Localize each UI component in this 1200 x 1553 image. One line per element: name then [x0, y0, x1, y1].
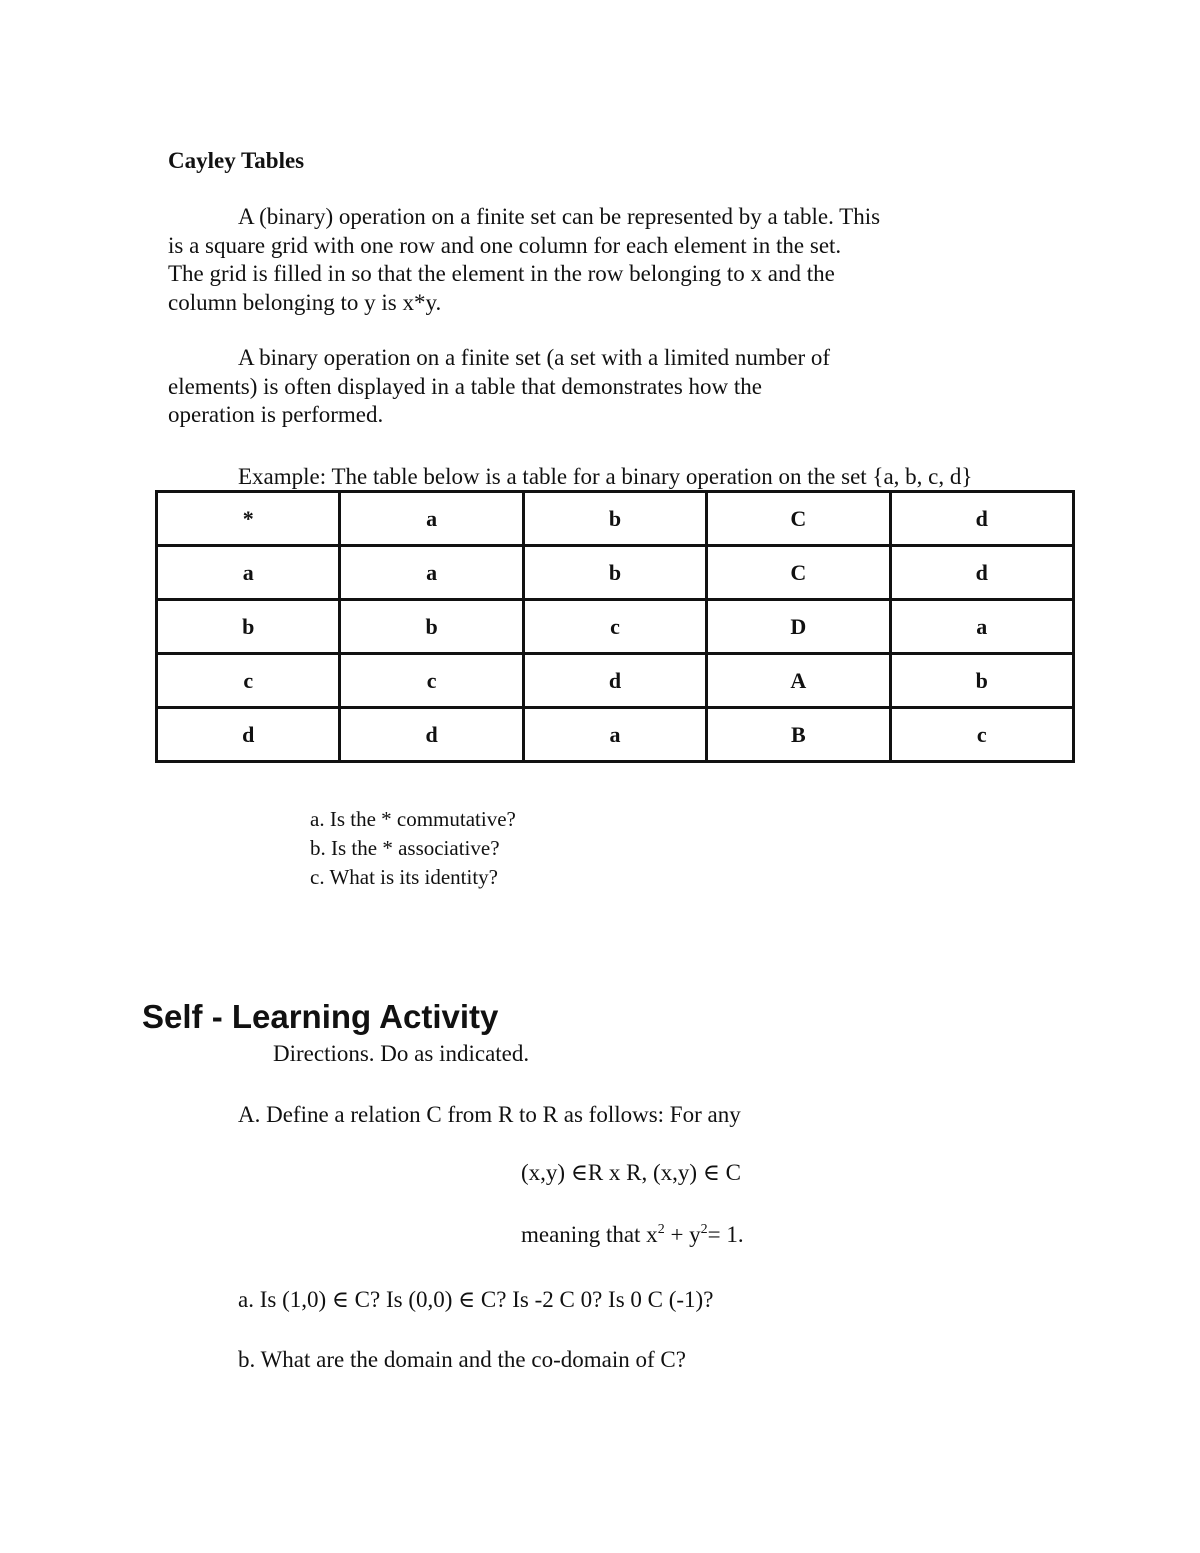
table-cell: b: [523, 546, 706, 600]
table-cell: a: [523, 708, 706, 762]
paragraph-line: The grid is filled in so that the element in the row belonging to x and the: [168, 261, 835, 286]
example-caption: Example: The table below is a table for a binary operation on the set {a, b, c, d}: [238, 464, 973, 489]
table-cell: b: [340, 600, 523, 654]
table-cell: C: [707, 492, 890, 546]
table-row: [157, 600, 1074, 654]
table-cell: d: [340, 708, 523, 762]
table-cell: a: [157, 546, 340, 600]
table-cell: a: [340, 546, 523, 600]
table-cell: b: [157, 600, 340, 654]
paragraph-line: is a square grid with one row and one column for each element in the set.: [168, 232, 842, 258]
table-cell: d: [157, 708, 340, 762]
table-cell: d: [523, 654, 706, 708]
table-cell: a: [890, 600, 1073, 654]
table-cell: d: [890, 546, 1073, 600]
table-cell: c: [157, 654, 340, 708]
table-row: [157, 654, 1074, 708]
table-cell: a: [340, 492, 523, 546]
table-cell: D: [707, 600, 890, 654]
question-item: c. What is its identity?: [310, 865, 498, 889]
table-header-row: [157, 492, 1074, 546]
intro-paragraph: [168, 203, 880, 317]
math-set-line: (x,y) ∈R x R, (x,y) ∈ C: [521, 1160, 741, 1185]
table-cell: c: [340, 654, 523, 708]
table-cell: *: [157, 492, 340, 546]
table-cell: A: [707, 654, 890, 708]
page-title: Cayley Tables: [168, 148, 305, 173]
paragraph-line: column belonging to y is x*y.: [168, 289, 442, 315]
paragraph-line: elements) is often displayed in a table that demonstrates how the: [168, 373, 763, 399]
math-equation-line: meaning that $x^2 + y^2= 1$.: [521, 1222, 744, 1247]
table-row: [157, 708, 1074, 762]
question-a: a. Is (1,0) ∈ C? Is (0,0) ∈ C? Is -2 C 0? Is 0 C (-1)?: [238, 1287, 714, 1312]
question-list: [310, 805, 516, 892]
table-row: [157, 546, 1074, 600]
table-cell: b: [523, 492, 706, 546]
question-b: b. What are the domain and the co-domain of C?: [238, 1347, 686, 1372]
table-cell: d: [890, 492, 1073, 546]
table-cell: b: [890, 654, 1073, 708]
second-paragraph: [168, 344, 830, 430]
paragraph-line: A binary operation on a finite set (a set with a limited number of: [238, 345, 831, 370]
table-cell: C: [707, 546, 890, 600]
table-cell: B: [707, 708, 890, 762]
section-heading: Self - Learning Activity: [142, 998, 499, 1035]
table-cell: c: [523, 600, 706, 654]
item-a-text: A. Define a relation C from R to R as follows: For any: [238, 1102, 741, 1127]
question-item: b. Is the * associative?: [310, 836, 500, 860]
paragraph-line: A (binary) operation on a finite set can be represented by a table. This: [238, 204, 881, 229]
question-item: a. Is the * commutative?: [310, 807, 516, 831]
directions-text: Directions. Do as indicated.: [273, 1041, 530, 1066]
cayley-table: [155, 490, 1075, 763]
paragraph-line: operation is performed.: [168, 402, 384, 427]
table-cell: c: [890, 708, 1073, 762]
